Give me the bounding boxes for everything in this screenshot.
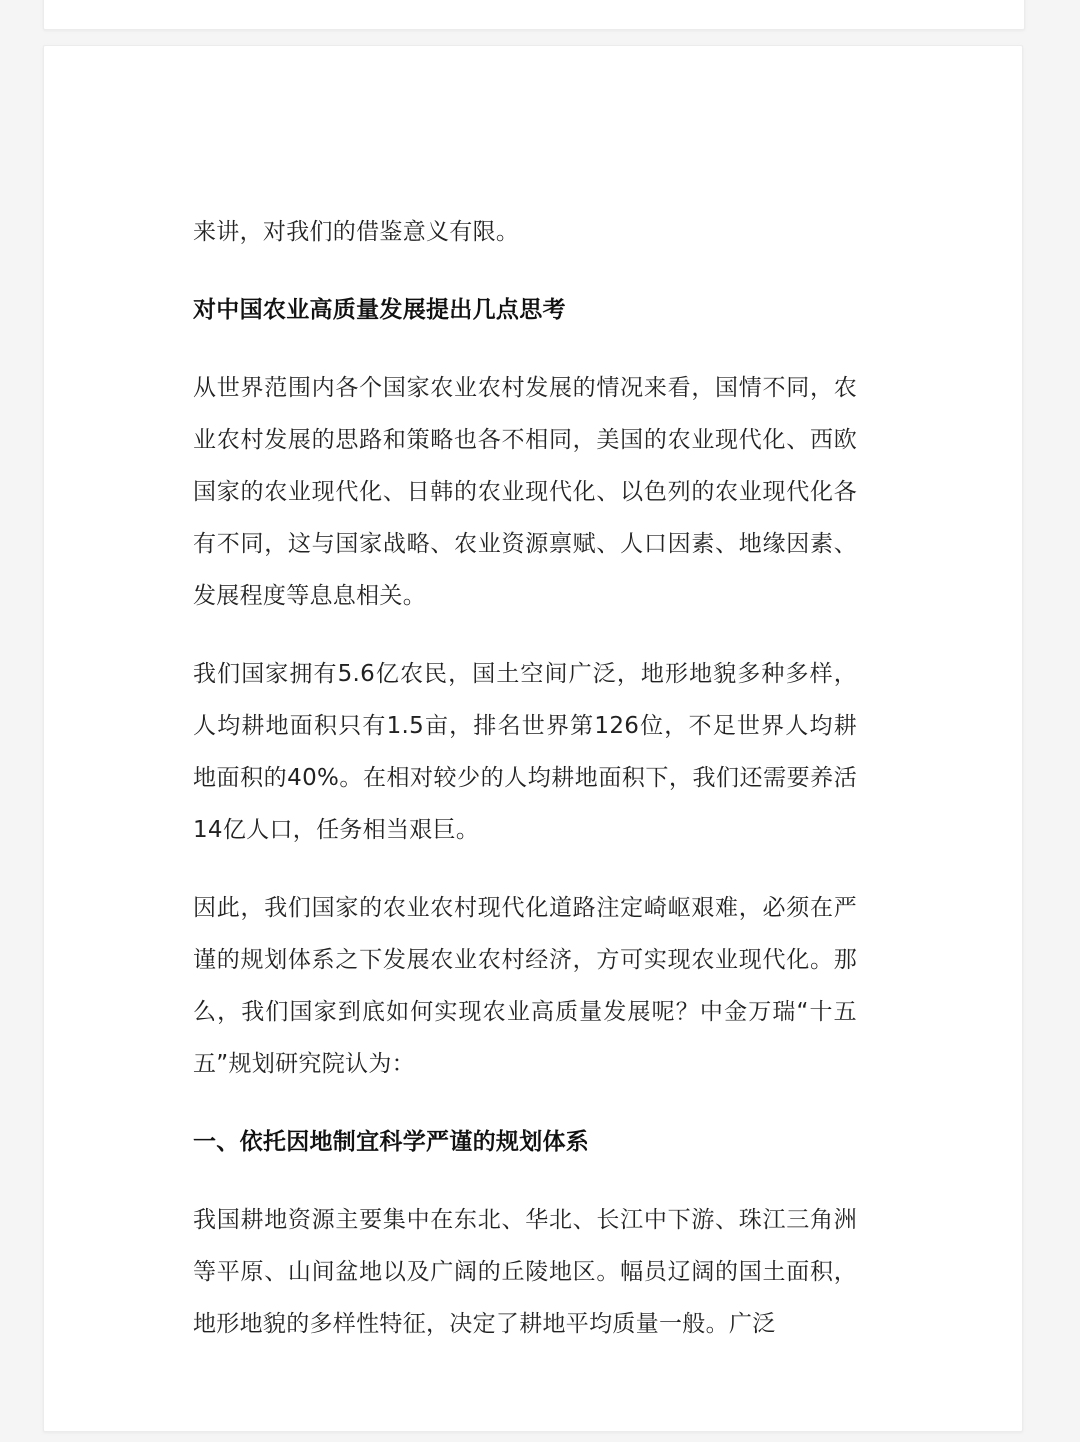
- section-heading-planning-system: 一、依托因地制宜科学严谨的规划体系: [193, 1129, 590, 1155]
- paragraph-china-farmland: 我们国家拥有5.6亿农民，国土空间广泛，地形地貌多种多样，人均耕地面积只有1.5亩，排名世界第126位，不足世界人均耕地面积的40%。在相对较少的人均耕地面积下，我们还需要养活14亿人口，任务相当艰巨。: [193, 661, 857, 843]
- paragraph-farmland-distribution: 我国耕地资源主要集中在东北、华北、长江中下游、珠江三角洲等平原、山间盆地以及广阔的丘陵地区。幅员辽阔的国土面积，地形地貌的多样性特征，决定了耕地平均质量一般。广泛: [193, 1207, 857, 1337]
- previous-card: [43, 0, 1025, 30]
- paragraph-modernization-path: 因此，我们国家的农业农村现代化道路注定崎岖艰难，必须在严谨的规划体系之下发展农业农村经济，方可实现农业现代化。那么，我们国家到底如何实现农业高质量发展呢？中金万瑞“十五五”规划研究院认为：: [193, 895, 857, 1077]
- paragraph-world-agriculture: 从世界范围内各个国家农业农村发展的情况来看，国情不同，农业农村发展的思路和策略也各不相同，美国的农业现代化、西欧国家的农业现代化、日韩的农业现代化、以色列的农业现代化各有不同，这与国家战略、农业资源禀赋、人口因素、地缘因素、发展程度等息息相关。: [193, 375, 857, 609]
- paragraph-intro-tail: 来讲，对我们的借鉴意义有限。: [193, 219, 520, 245]
- article-content: [193, 206, 857, 1350]
- section-heading-reflections: 对中国农业高质量发展提出几点思考: [193, 297, 566, 323]
- article-card: [43, 45, 1023, 1432]
